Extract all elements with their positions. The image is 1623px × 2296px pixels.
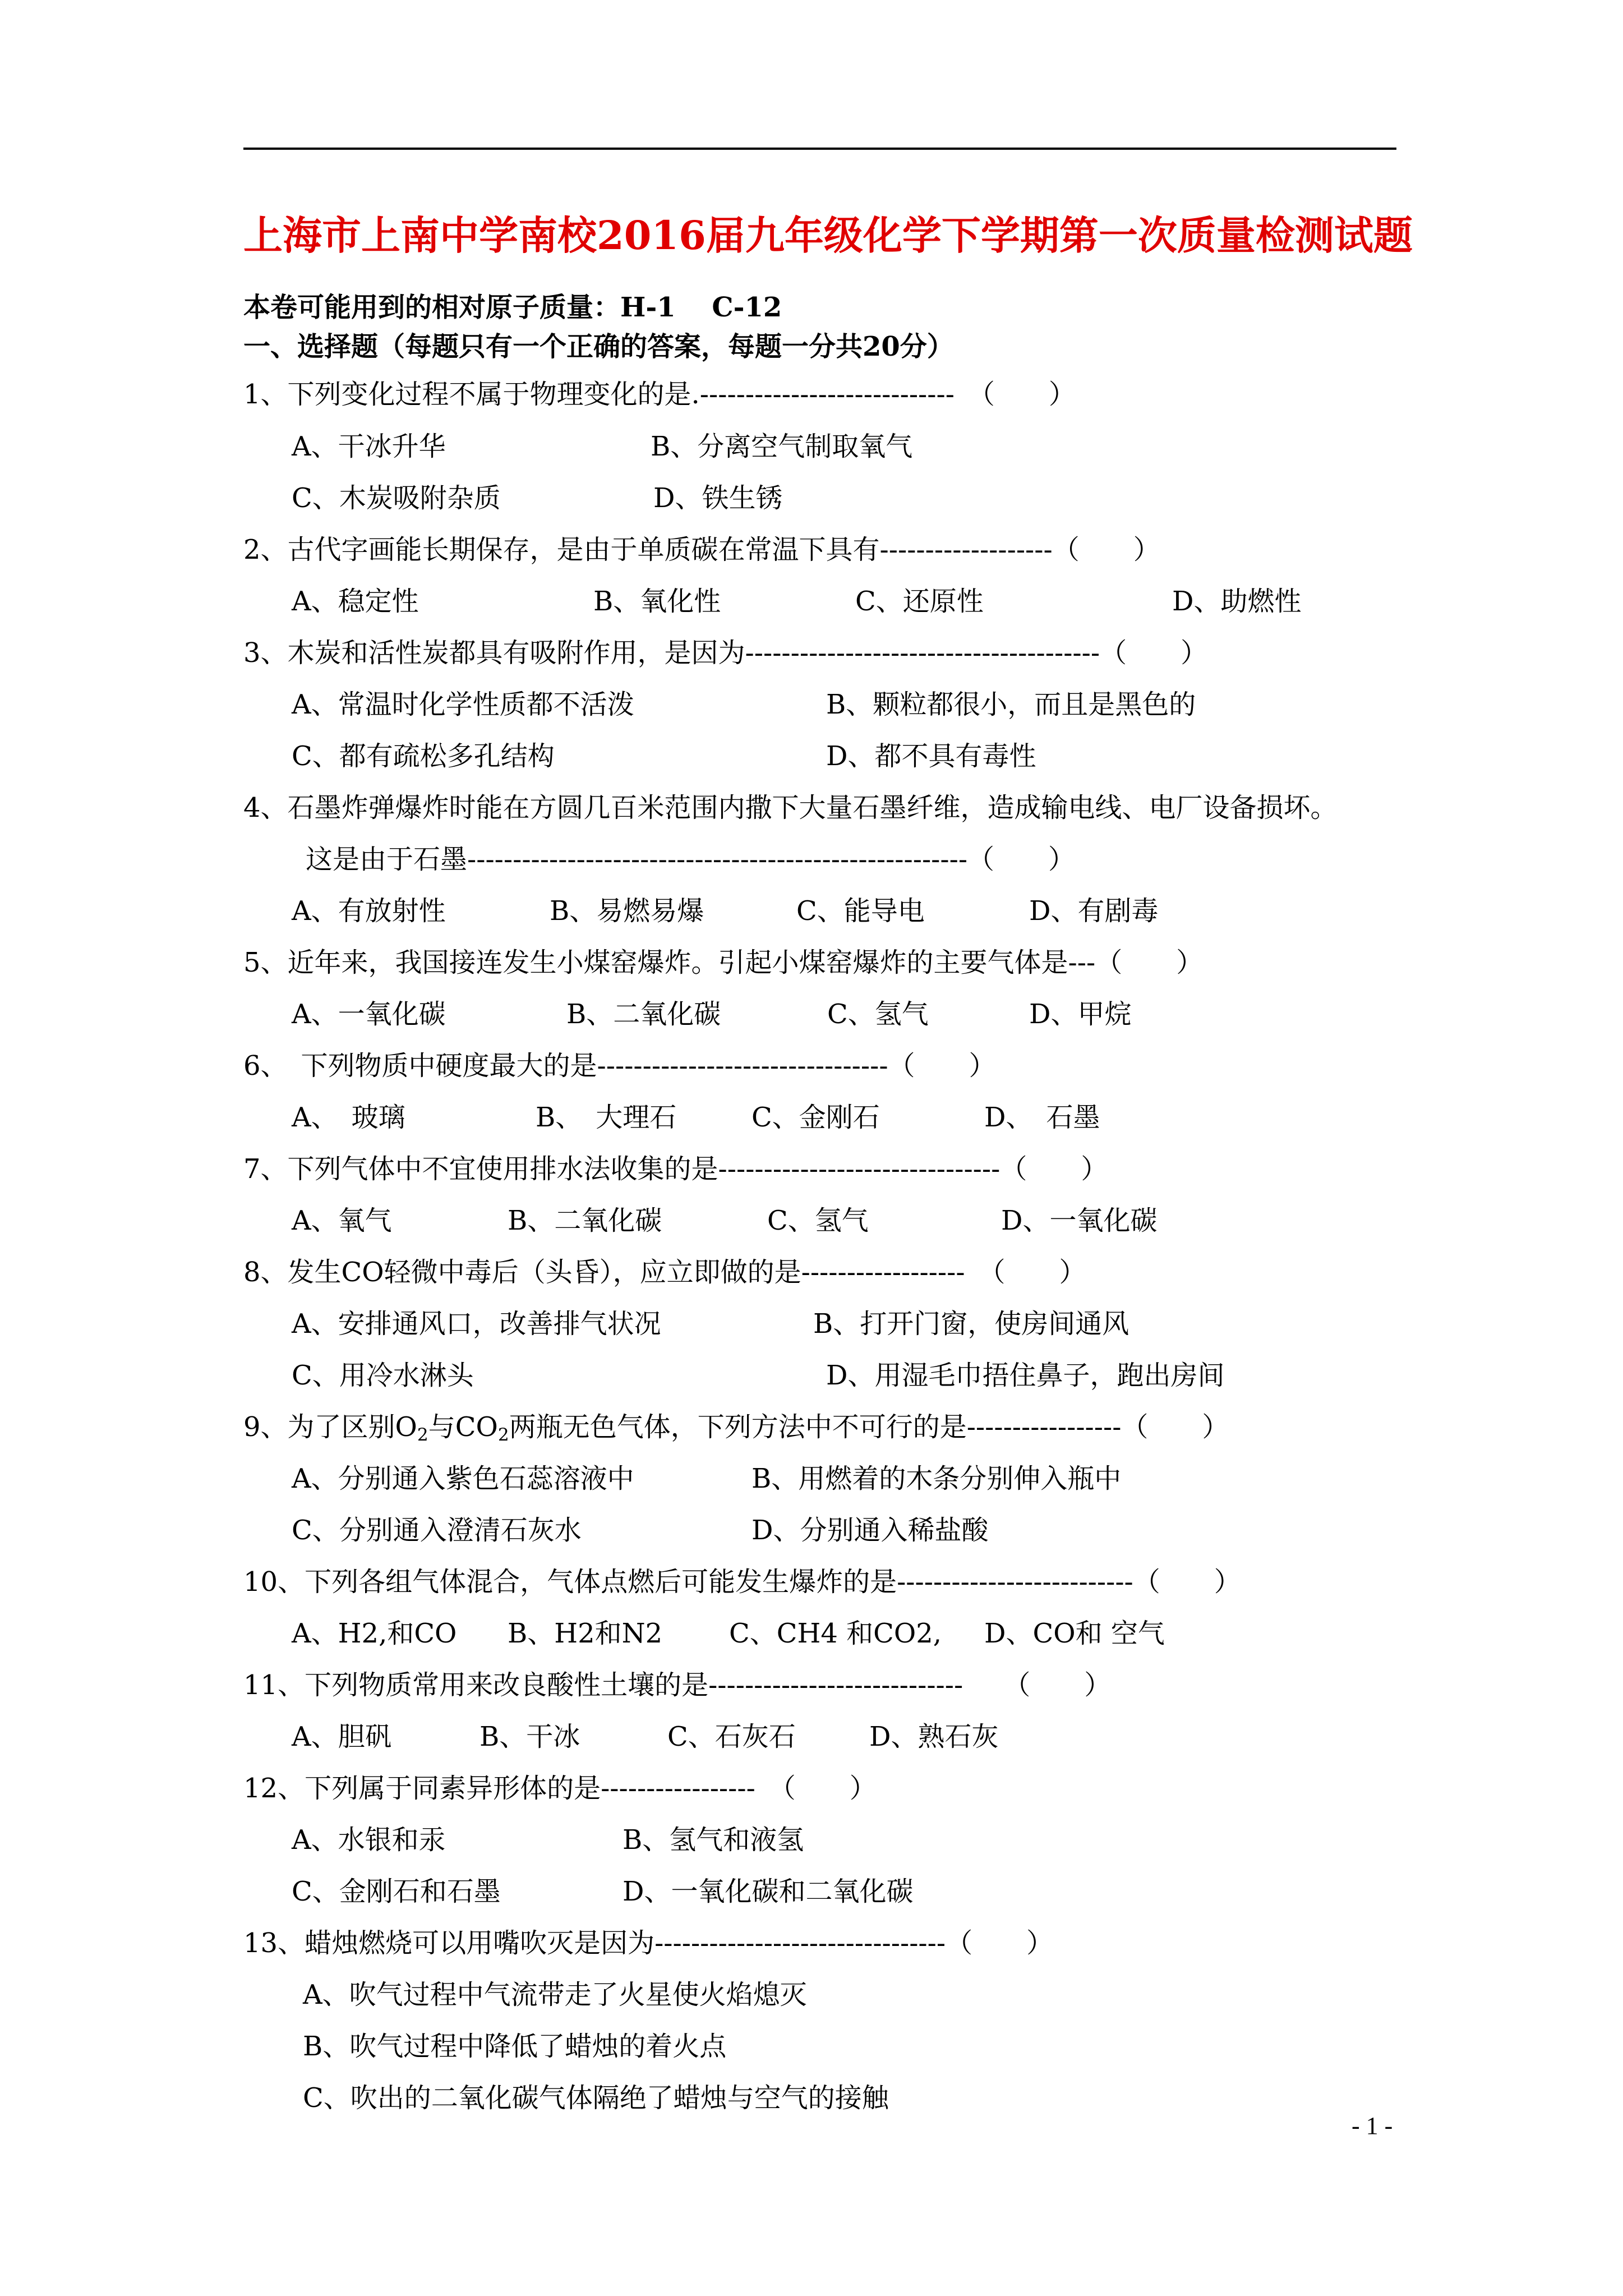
- q9-option-b: B、用燃着的木条分别伸入瓶中: [751, 1463, 1122, 1494]
- q7-option-b: B、二氧化碳: [508, 1205, 662, 1236]
- q3-option-d: D、都不具有毒性: [826, 740, 1036, 772]
- q5-option-b: B、二氧化碳: [566, 999, 721, 1030]
- q1-option-b: B、分离空气制取氧气: [651, 431, 913, 462]
- q2-option-d: D、助燃性: [1172, 586, 1302, 617]
- q1-option-a: A、干冰升华: [292, 431, 446, 462]
- q7-option-a: A、氧气: [292, 1205, 392, 1236]
- question-4-stem-cont: 这是由于石墨-------------------------------------------------------（ ）: [306, 844, 1076, 875]
- q9-stem-part: 9、为了区别O: [243, 1411, 417, 1443]
- q1-option-c: C、木炭吸附杂质: [292, 482, 501, 514]
- question-11-stem: 11、下列物质常用来改良酸性土壤的是---------------------------- （ ）: [243, 1669, 1112, 1701]
- question-5-stem: 5、近年来，我国接连发生小煤窑爆炸。引起小煤窑爆炸的主要气体是---（ ）: [243, 947, 1204, 978]
- q10-option-c: C、CH4 和CO2,: [729, 1618, 942, 1649]
- q6-option-a: A、 玻璃: [292, 1102, 405, 1133]
- q3-option-a: A、常温时化学性质都不活泼: [292, 689, 634, 720]
- atomic-mass-note: 本卷可能用到的相对原子质量：H-1 C-12: [243, 292, 782, 323]
- question-8-stem: 8、发生CO轻微中毒后（头昏），应立即做的是------------------ （ ）: [243, 1257, 1086, 1288]
- q4-option-b: B、易燃易爆: [550, 895, 704, 927]
- q4-option-d: D、有剧毒: [1029, 895, 1159, 927]
- q5-option-d: D、甲烷: [1029, 999, 1132, 1030]
- q10-option-b: B、H2和N2: [508, 1618, 663, 1649]
- q1-option-d: D、铁生锈: [653, 482, 783, 514]
- question-7-stem: 7、下列气体中不宜使用排水法收集的是-------------------------------（ ）: [243, 1153, 1108, 1185]
- q11-option-b: B、干冰: [479, 1721, 580, 1752]
- q9-subscript: 2: [417, 1424, 428, 1445]
- q11-option-a: A、胆矾: [292, 1721, 392, 1752]
- question-12-stem: 12、下列属于同素异形体的是----------------- （ ）: [243, 1773, 877, 1804]
- q5-option-a: A、一氧化碳: [292, 999, 446, 1030]
- q9-stem-part: 与CO: [428, 1411, 498, 1443]
- q2-option-b: B、氧化性: [593, 586, 721, 617]
- q13-option-c: C、吹出的二氧化碳气体隔绝了蜡烛与空气的接触: [303, 2082, 889, 2114]
- q5-option-c: C、氢气: [827, 999, 929, 1030]
- q12-option-a: A、水银和汞: [292, 1824, 446, 1856]
- q9-stem-part: 两瓶无色气体，下列方法中不可行的是-----------------（ ）: [509, 1411, 1229, 1443]
- question-6-stem: 6、 下列物质中硬度最大的是--------------------------------（ ）: [243, 1050, 996, 1082]
- q8-option-a: A、安排通风口，改善排气状况: [292, 1308, 661, 1340]
- q9-option-a: A、分别通入紫色石蕊溶液中: [292, 1463, 634, 1494]
- question-4-stem: 4、石墨炸弹爆炸时能在方圆几百米范围内撒下大量石墨纤维，造成输电线、电厂设备损坏。: [243, 792, 1338, 823]
- q9-subscript: 2: [497, 1424, 509, 1445]
- q4-option-a: A、有放射性: [292, 895, 446, 927]
- section-header: 一、选择题（每题只有一个正确的答案，每题一分共20分）: [243, 331, 954, 362]
- q2-option-c: C、还原性: [855, 586, 984, 617]
- exam-title: 上海市上南中学南校2016届九年级化学下学期第一次质量检测试题: [243, 212, 1413, 259]
- q13-option-a: A、吹气过程中气流带走了火星使火焰熄灭: [303, 1979, 807, 2010]
- q10-option-d: D、CO和 空气: [984, 1618, 1165, 1649]
- q8-option-b: B、打开门窗，使房间通风: [813, 1308, 1129, 1340]
- q11-option-d: D、熟石灰: [869, 1721, 999, 1752]
- q9-option-c: C、分别通入澄清石灰水: [292, 1515, 582, 1546]
- page-number: - 1 -: [1352, 2112, 1393, 2139]
- question-10-stem: 10、下列各组气体混合，气体点燃后可能发生爆炸的是--------------------------（ ）: [243, 1566, 1241, 1598]
- q3-option-c: C、都有疏松多孔结构: [292, 740, 555, 772]
- q10-option-a: A、H2,和CO: [292, 1618, 457, 1649]
- question-3-stem: 3、木炭和活性炭都具有吸附作用，是因为---------------------------------------（ ）: [243, 637, 1208, 669]
- q4-option-c: C、能导电: [796, 895, 925, 927]
- q9-option-d: D、分别通入稀盐酸: [751, 1515, 989, 1546]
- q11-option-c: C、石灰石: [667, 1721, 796, 1752]
- q12-option-b: B、氢气和液氢: [623, 1824, 804, 1856]
- q3-option-b: B、颗粒都很小，而且是黑色的: [826, 689, 1196, 720]
- q6-option-d: D、 石墨: [984, 1102, 1100, 1133]
- q8-option-c: C、用冷水淋头: [292, 1360, 474, 1391]
- question-2-stem: 2、古代字画能长期保存，是由于单质碳在常温下具有-------------------（ ）: [243, 534, 1160, 565]
- question-9-stem: [243, 1410, 1229, 1444]
- q2-option-a: A、稳定性: [292, 586, 419, 617]
- q13-option-b: B、吹气过程中降低了蜡烛的着火点: [303, 2031, 727, 2062]
- header-rule: [243, 148, 1396, 150]
- q6-option-c: C、金刚石: [751, 1102, 880, 1133]
- question-1-stem: 1、下列变化过程不属于物理变化的是.---------------------------- （ ）: [243, 379, 1076, 410]
- question-13-stem: 13、蜡烛燃烧可以用嘴吹灭是因为--------------------------------（ ）: [243, 1927, 1054, 1959]
- q12-option-d: D、一氧化碳和二氧化碳: [623, 1876, 914, 1907]
- q6-option-b: B、 大理石: [536, 1102, 677, 1133]
- q7-option-d: D、一氧化碳: [1001, 1205, 1158, 1236]
- q8-option-d: D、用湿毛巾捂住鼻子，跑出房间: [826, 1360, 1225, 1391]
- q12-option-c: C、金刚石和石墨: [292, 1876, 501, 1907]
- q7-option-c: C、氢气: [767, 1205, 869, 1236]
